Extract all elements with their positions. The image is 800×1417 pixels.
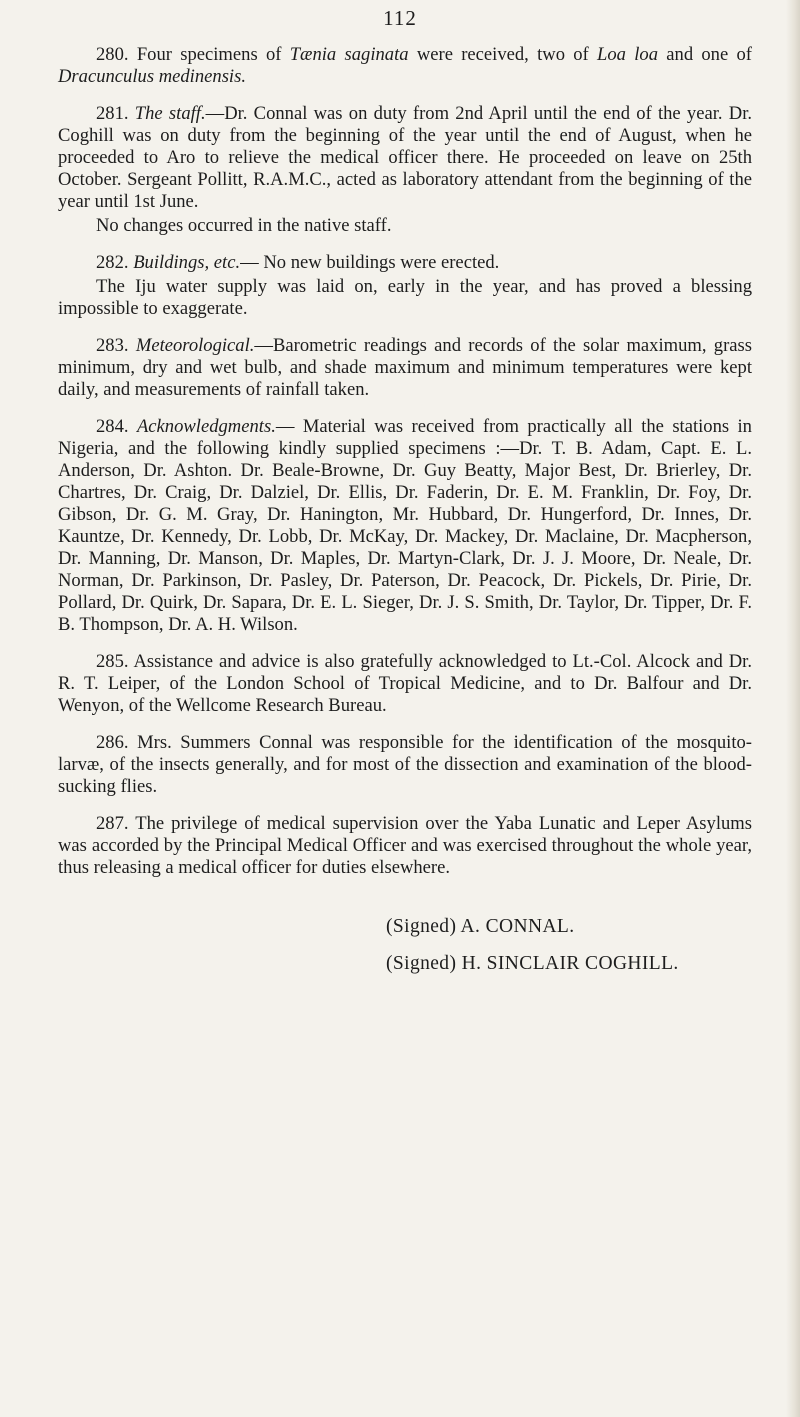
section-title: Acknowledgments.: [136, 416, 276, 437]
paragraph-number: 283.: [96, 335, 129, 356]
paragraph-number: 286.: [96, 732, 129, 753]
paragraph-number: 282.: [96, 252, 129, 273]
paragraph-283: [58, 335, 752, 401]
paragraph-number: 281.: [96, 103, 129, 124]
paragraph-text: Mrs. Summers Connal was responsible for the identification of the mosquito-larvæ, of the insects generally, and for most of the dissection and examination of the blood-sucking flies.: [58, 732, 752, 797]
paragraph-284: [58, 416, 752, 636]
paragraph-text: The privilege of medical supervision over the Yaba Lunatic and Leper Asylums was accorded by the Principal Medical Officer and was exercised throughout the whole year, thus releasing a medical officer for duties elsewhere.: [58, 813, 753, 878]
paragraph-text: The Iju water supply was laid on, early in the year, and has proved a blessing impossible to exaggerate.: [58, 276, 752, 319]
paragraph-number: 285.: [96, 651, 129, 672]
document-body: [58, 44, 752, 894]
paragraph-280: [58, 44, 752, 88]
paragraph-text: No changes occurred in the native staff.: [96, 215, 392, 236]
paragraph-text: — No new buildings were erected.: [240, 252, 500, 273]
paragraph-285: [58, 651, 752, 717]
signature-connal: (Signed) A. CONNAL.: [386, 916, 575, 937]
paragraph-number: 280.: [96, 44, 129, 65]
paragraph-text: — Material was received from practically all the stations in Nigeria, and the following kindly supplied specimens :—Dr. T. B. Adam, Capt. E. L. Anderson, Dr. Ashton. Dr. Beale-Browne, Dr. Guy Beatty, Major Best, Dr. Brierley, Dr. Chartres, Dr. Craig, Dr. Dalziel, Dr. Ellis, Dr. Faderin, Dr. E. M. Franklin, Dr. Foy, Dr. Gibson, Dr. G. M. Gray, Dr. Hanington, Mr. Hubbard, Dr. Hungerford, Dr. Innes, Dr. Kauntze, Dr. Kennedy, Dr. Lobb, Dr. McKay, Dr. Mackey, Dr. Maclaine, Dr. Macpherson, Dr. Manning, Dr. Manson, Dr. Maples, Dr. Martyn-Clark, Dr. J. J. Moore, Dr. Neale, Dr. Norman, Dr. Parkinson, Dr. Pasley, Dr. Paterson, Dr. Peacock, Dr. Pickels, Dr. Pirie, Dr. Pollard, Dr. Quirk, Dr. Sapara, Dr. E. L. Sieger, Dr. J. S. Smith, Dr. Taylor, Dr. Tipper, Dr. F. B. Thompson, Dr. A. H. Wilson.: [58, 416, 752, 635]
page-number: 112: [383, 6, 417, 30]
paragraph-text: —Dr. Connal was on duty from 2nd April until the end of the year. Dr. Coghill was on duty from the beginning of the year until the end of August, when he proceeded to Aro to relieve the medical officer there. He proceeded on leave on 25th October. Sergeant Pollitt, R.A.M.C., acted as laboratory attendant from the beginning of the year until 1st June.: [58, 103, 753, 212]
paragraph-text: Assistance and advice is also gratefully acknowledged to Lt.-Col. Alcock and Dr. R. T. Leiper, of the London School of Tropical Medicine, and to Dr. Balfour and Dr. Wenyon, of the Wellcome Research Bureau.: [58, 651, 752, 716]
paragraph-286: [58, 732, 752, 798]
paragraph-287: [58, 813, 752, 879]
signature-coghill: (Signed) H. SINCLAIR COGHILL.: [386, 953, 679, 974]
paragraph-number: 284.: [96, 416, 129, 437]
paragraph-282: [58, 252, 752, 274]
page-edge-shadow: [786, 0, 800, 1417]
section-title: The staff.: [134, 103, 206, 124]
section-title: Meteorological.: [135, 335, 255, 356]
paragraph-native-staff: [58, 215, 752, 237]
section-title: Buildings, etc.: [133, 252, 241, 273]
paragraph-number: 287.: [96, 813, 129, 834]
paragraph-text: —Barometric readings and records of the solar maximum, grass minimum, dry and wet bulb, and shade maximum and minimum temperatures were kept daily, and measurements of rainfall taken.: [58, 335, 752, 400]
paragraph-text: Four specimens of Tænia saginata were received, two of Loa loa and one of Dracunculus medinensis.: [58, 44, 752, 87]
paragraph-water-supply: [58, 276, 752, 320]
paragraph-281: [58, 103, 752, 213]
